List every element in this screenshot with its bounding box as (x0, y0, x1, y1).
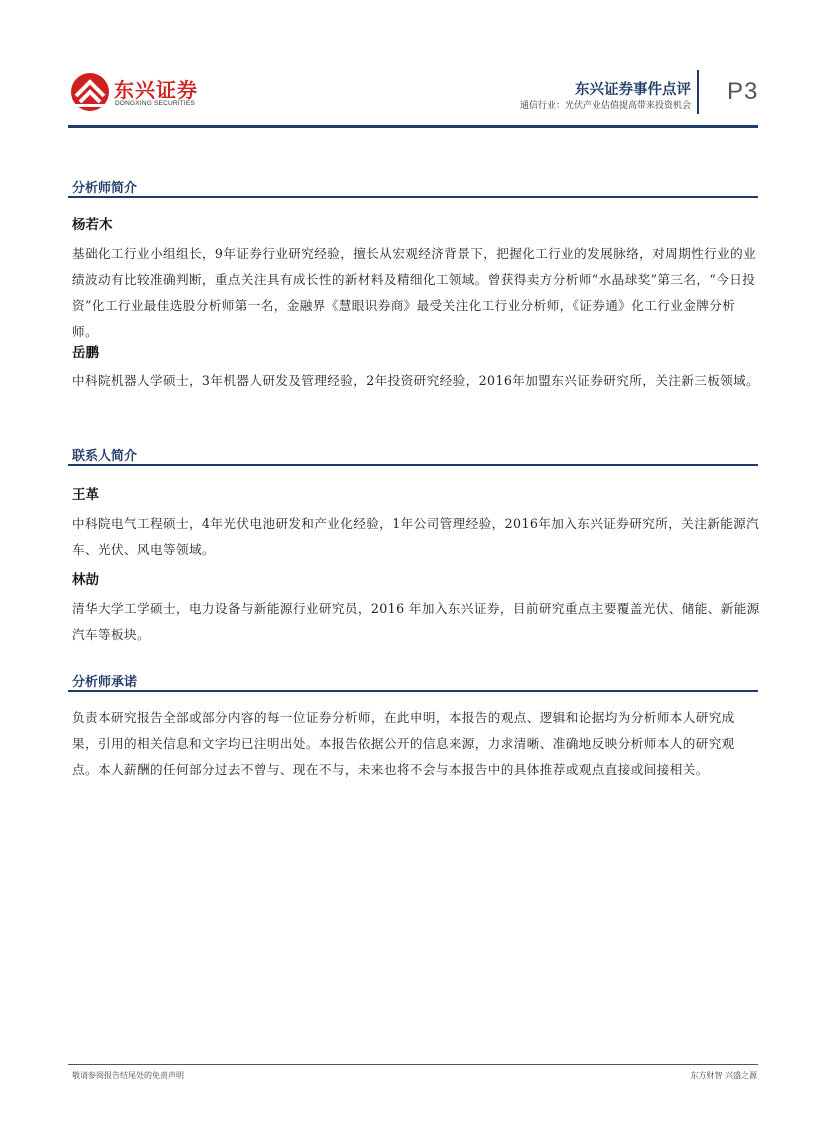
commitment-text: 负责本研究报告全部或部分内容的每一位证券分析师，在此申明，本报告的观点、逻辑和论据均为分析师本人研究成果，引用的相关信息和文字均已注明出处。本报告依据公开的信息来源，力求清晰、准确地反映分析师本人的研究观点。本人薪酬的任何部分过去不曾与、现在不与，未来也将不会与本报告中的具体推荐或观点直接或间接相关。 (72, 710, 735, 777)
header-divider (697, 70, 699, 114)
footer-slogan: 东方财智 兴盛之源 (690, 1071, 757, 1080)
footer-disclaimer-note: 敬请参阅报告结尾处的免责声明 (72, 1071, 184, 1080)
contact-name: 林劼 (72, 572, 99, 588)
section-title-commitment: 分析师承诺 (72, 675, 138, 690)
section-rule (68, 464, 758, 466)
contact-name: 王革 (72, 487, 99, 503)
analyst-name: 杨若木 (72, 217, 113, 233)
report-type-title: 东兴证券事件点评 (575, 82, 691, 98)
logo-english-name: DONGXING SECURITIES (115, 100, 196, 107)
logo-chinese-name: 东兴证券 (114, 78, 198, 102)
logo-emblem-icon (70, 72, 110, 112)
footer-rule (68, 1064, 758, 1065)
contact-bio: 中科院电气工程硕士，4年光伏电池研发和产业化经验，1年公司管理经验，2016年加入东兴证券研究所，关注新能源汽车、光伏、风电等领域。 (72, 516, 760, 557)
section-rule (68, 196, 758, 198)
report-subtitle: 通信行业：光伏产业估值提高带来投资机会 (519, 101, 691, 111)
header-rule (68, 125, 758, 128)
section-title-analysts: 分析师简介 (72, 181, 138, 196)
section-title-contacts: 联系人简介 (72, 449, 138, 464)
page-number: P3 (727, 78, 759, 105)
company-logo (70, 72, 210, 116)
section-rule (68, 690, 758, 692)
analyst-bio: 中科院机器人学硕士，3年机器人研发及管理经验，2年投资研究经验，2016年加盟东兴证券研究所，关注新三板领域。 (72, 373, 760, 388)
analyst-name: 岳鹏 (72, 345, 99, 361)
contact-bio: 清华大学工学硕士，电力设备与新能源行业研究员，2016 年加入东兴证券，目前研究重点主要覆盖光伏、储能、新能源汽车等板块。 (72, 601, 760, 642)
analyst-bio: 基础化工行业小组组长，9年证券行业研究经验，擅长从宏观经济背景下，把握化工行业的发展脉络，对周期性行业的业绩波动有比较准确判断，重点关注具有成长性的新材料及精细化工领域。曾获得卖方分析师“水晶球奖”第三名，“今日投资”化工行业最佳选股分析师第一名，金融界《慧眼识券商》最受关注化工行业分析师，《证券通》化工行业金牌分析师。 (72, 246, 757, 339)
